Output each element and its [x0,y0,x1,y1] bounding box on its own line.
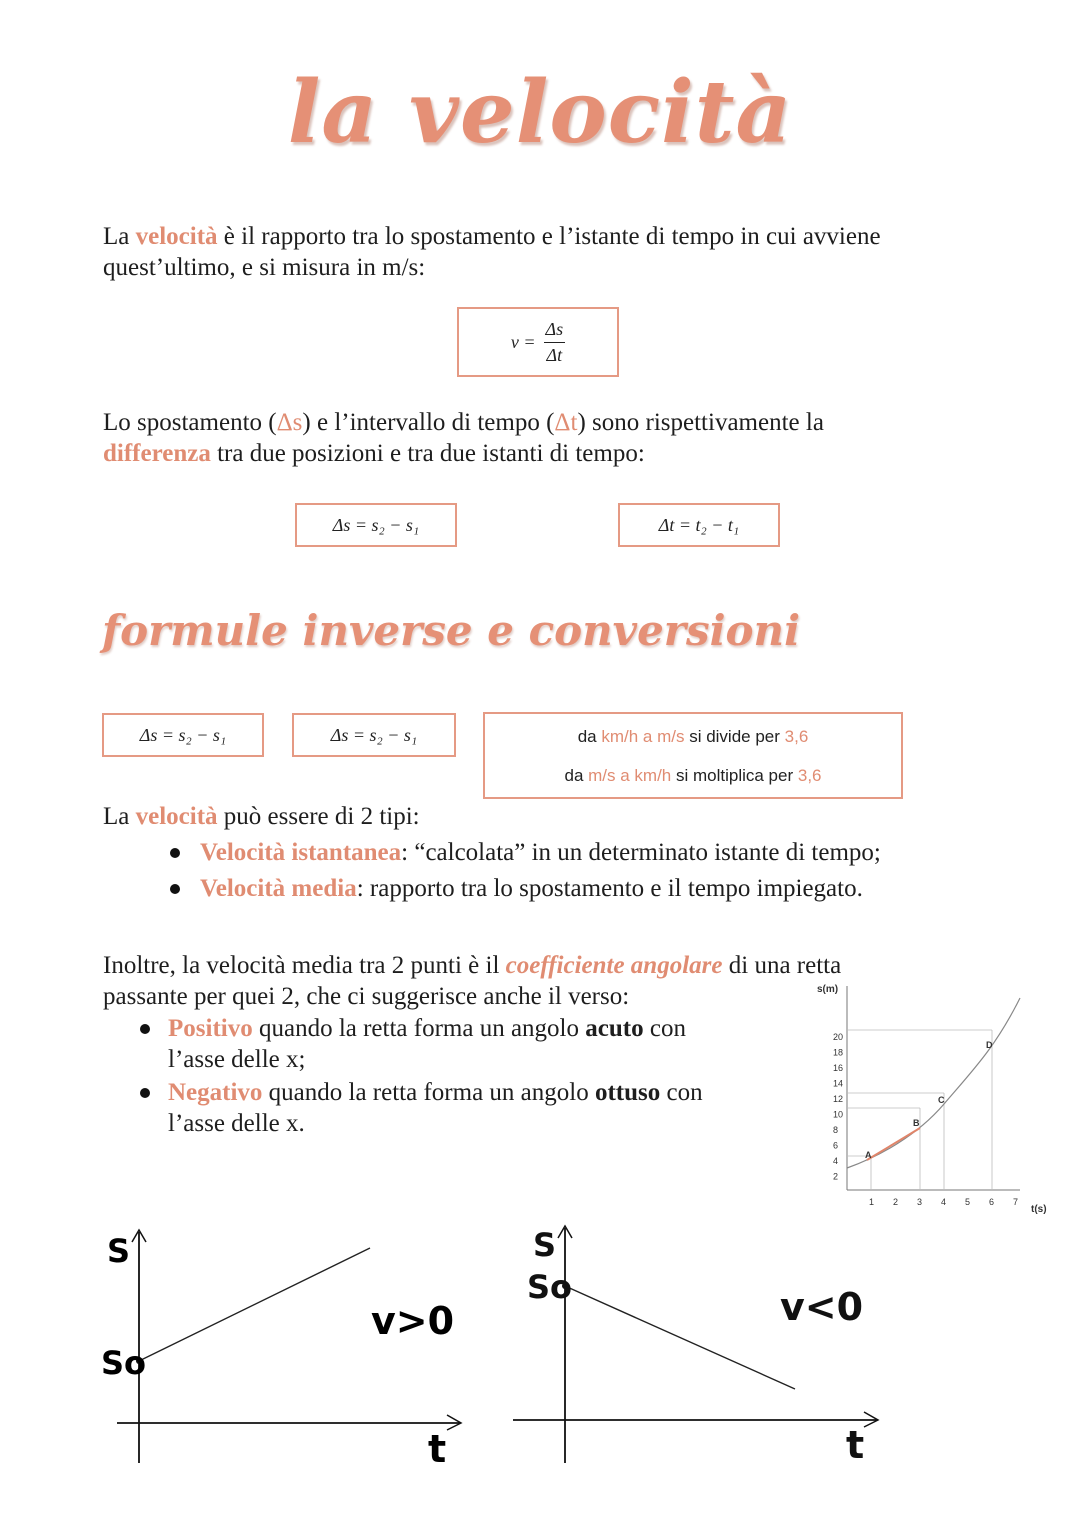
pos-s0-label: So [101,1344,147,1382]
type-desc: : rapporto tra lo spostamento e il tempo impiegato. [356,875,863,902]
slope-accent: coefficiente angolare [505,952,723,979]
conv1-a: da [577,726,602,746]
conv1-factor: 3,6 [784,726,809,746]
formula-lhs: v = [510,331,536,352]
type-term: Velocità media [200,875,357,902]
y-tick-label: 4 [833,1156,839,1166]
negative-bold: ottuso [594,1079,661,1106]
positive-velocity-graph [95,1218,485,1478]
conv1-c: si divide per [684,726,785,746]
formula-fraction [544,319,566,366]
point-label-a: A [865,1150,872,1160]
x-tick-label: 4 [941,1197,947,1207]
x-tick-label: 6 [989,1197,995,1207]
intro-accent: velocità [135,223,218,250]
page-title: la velocità [287,62,793,163]
y-tick-label: 20 [833,1032,844,1042]
list-item [200,837,1020,873]
neg-line [565,1286,795,1389]
neg-t-label: t [846,1423,865,1467]
types-list [200,837,1020,904]
graph-xlabel: t(s) [1031,1204,1047,1215]
graph-curve [847,998,1020,1168]
negative-term: Negativo [168,1079,263,1106]
type-desc: : “calcolata” in un determinato istante di tempo; [401,839,881,866]
y-tick-label: 18 [833,1047,844,1058]
graph-ylabel: s(m) [817,984,839,995]
negative-text: quando la retta forma un angolo [262,1079,595,1106]
slope-text-line2: passante per quei 2, che ci suggerisce anche il verso: [103,983,630,1010]
pos-s-label: S [107,1232,131,1270]
list-item [168,1077,808,1139]
x-tick-label: 3 [917,1197,923,1207]
conv1-units: km/h a m/s [601,726,685,746]
point-label-d: D [986,1040,993,1050]
diff-dt: Δt [554,409,578,436]
neg-s-label: S [533,1226,557,1264]
positive-bold: acuto [585,1015,644,1042]
list-item [200,873,1020,904]
difference-paragraph [103,407,1003,469]
x-tick-label: 5 [965,1197,971,1207]
negative-velocity-graph [505,1218,895,1478]
slope-text-b: di una retta [722,952,842,979]
conv2-c: si moltiplica per [671,765,798,785]
y-tick-label: 14 [833,1078,844,1089]
conversion-line-1 [578,717,809,756]
bullet-icon [170,848,180,858]
types-accent: velocità [135,803,218,830]
conv2-units: m/s a km/h [588,765,672,785]
slope-text-a: Inoltre, la velocità media tra 2 punti è il [103,952,506,979]
negative-text-line2: l’asse delle x. [168,1110,305,1137]
diff-text-d: tra due posizioni e tra due istanti di tempo: [210,440,645,467]
diff-text-b: ) e l’intervallo di tempo ( [302,409,555,436]
list-item [168,1013,808,1075]
graph-guides [847,1030,992,1190]
negative-text-b: con [660,1079,703,1106]
positive-term: Positivo [168,1015,253,1042]
intro-text-2: è il rapporto tra lo spostamento e l’istante di tempo in cui avviene [217,223,881,250]
types-paragraph [103,801,1023,832]
formula-denominator: Δt [546,344,563,365]
x-tick-label: 7 [1013,1197,1019,1207]
pos-velocity-label: v>0 [371,1299,455,1343]
pos-t-label: t [428,1427,447,1471]
type-term: Velocità istantanea [200,839,402,866]
bullet-icon [140,1088,150,1098]
inverse-formula-box-1: Δs = s₂ − s₁ [102,713,264,757]
x-tick-label: 1 [869,1197,875,1207]
y-tick-label: 2 [833,1171,839,1182]
y-tick-label: 6 [833,1140,839,1151]
types-text-a: La [103,803,136,830]
graph-secant [867,1128,920,1160]
diff-ds: Δs [276,409,303,436]
velocity-formula-box [457,307,619,377]
y-tick-label: 12 [833,1094,844,1104]
conv2-factor: 3,6 [797,765,822,785]
point-label-c: C [938,1095,945,1105]
intro-paragraph [103,221,1003,283]
bullet-icon [140,1024,150,1034]
intro-text-3: quest’ultimo, e si misura in m/s: [103,254,426,281]
x-tick-label: 2 [893,1197,899,1207]
neg-velocity-label: v<0 [780,1285,864,1329]
diff-text-a: Lo spostamento ( [103,409,277,436]
section-subtitle: formule inverse e conversioni [102,606,801,655]
types-text-b: può essere di 2 tipi: [217,803,420,830]
neg-s0-label: So [527,1268,573,1306]
positive-text-b: con [643,1015,686,1042]
y-tick-label: 10 [833,1109,844,1120]
pos-line [139,1248,370,1361]
diff-accent: differenza [103,440,211,467]
position-time-graph [805,978,1065,1218]
delta-t-formula-box: Δt = t₂ − t₁ [618,503,780,547]
y-tick-label: 16 [833,1063,844,1073]
slope-list [168,1013,808,1139]
y-tick-label: 8 [833,1125,839,1135]
diff-text-c: ) sono rispettivamente la [577,409,824,436]
delta-s-formula-box: Δs = s₂ − s₁ [295,503,457,547]
conversion-line-2 [564,756,821,795]
bullet-icon [170,884,180,894]
inverse-formula-box-2: Δs = s₂ − s₁ [292,713,456,757]
formula-numerator: Δs [544,319,566,343]
point-label-b: B [913,1118,920,1128]
conv2-a: da [564,765,589,785]
positive-text-line2: l’asse delle x; [168,1046,306,1073]
intro-text-1: La [103,223,136,250]
positive-text: quando la retta forma un angolo [252,1015,586,1042]
conversion-box [483,712,903,799]
